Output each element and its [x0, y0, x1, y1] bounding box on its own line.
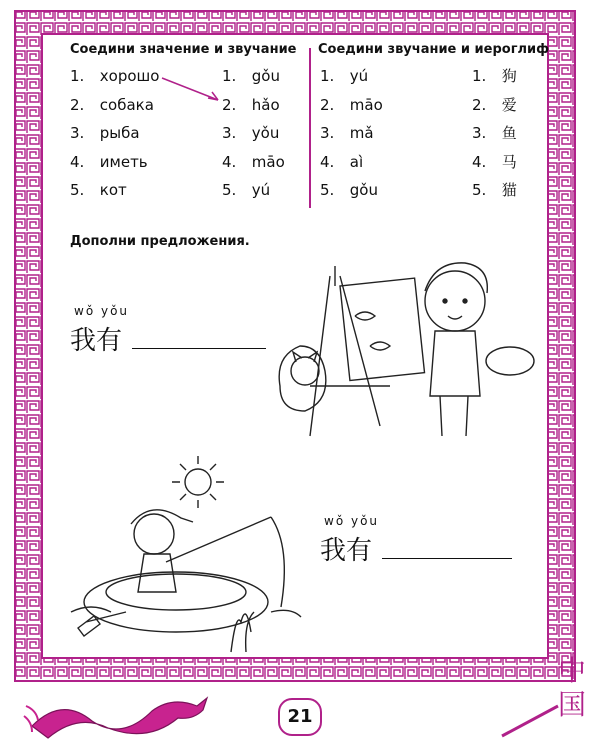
brush-icon [500, 700, 562, 740]
list-item: 3. yǒu [222, 124, 280, 142]
list-item: 4. иметь [70, 152, 148, 171]
list-item: 1. yú [320, 67, 369, 85]
list-item: 1. 狗 [472, 67, 517, 85]
task-title: Дополни предложения. [70, 234, 250, 249]
example-arrow [150, 70, 230, 115]
list-item: 3. 鱼 [472, 124, 517, 142]
list-item: 4. 马 [472, 152, 517, 171]
boy-painting-illustration [270, 236, 540, 446]
column-divider [309, 48, 311, 208]
list-item: 2. 爱 [472, 95, 517, 114]
section2-left-list [320, 62, 383, 205]
list-item: 3. рыба [70, 124, 140, 142]
list-item: 1. gǒu [222, 67, 280, 85]
sentence2-hanzi: 我有 [320, 536, 373, 566]
list-item: 4. aì [320, 152, 364, 171]
page-number: 21 [278, 698, 322, 736]
list-item: 5. кот [70, 181, 127, 199]
list-item: 2. hǎo [222, 95, 280, 114]
section1-left-list [70, 62, 159, 205]
section1-title: Соедини значение и звучание [70, 42, 297, 57]
list-item: 5. 猫 [472, 181, 517, 199]
sentence2-pinyin: wǒ yǒu [324, 514, 380, 528]
sentence1-blank[interactable] [132, 348, 266, 349]
corner-text-top: 中 [558, 654, 587, 687]
sentence2-blank[interactable] [382, 558, 512, 559]
boy-fishing-illustration [66, 462, 316, 662]
section1-right-list [222, 62, 285, 205]
list-item: 5. gǒu [320, 181, 378, 199]
list-item: 3. mǎ [320, 124, 374, 142]
sentence1-hanzi: 我有 [70, 326, 123, 356]
list-item: 2. māo [320, 95, 383, 114]
section2-title: Соедини звучание и иероглиф [318, 42, 550, 57]
list-item: 5. yú [222, 181, 271, 199]
sentence1-pinyin: wǒ yǒu [74, 304, 130, 318]
section2-right-list [472, 62, 517, 205]
list-item: 1. хорошо [70, 67, 160, 85]
dragon-icon [22, 686, 212, 746]
list-item: 2. собака [70, 95, 154, 114]
corner-text-bottom: 国 [558, 688, 587, 721]
list-item: 4. māo [222, 152, 285, 171]
